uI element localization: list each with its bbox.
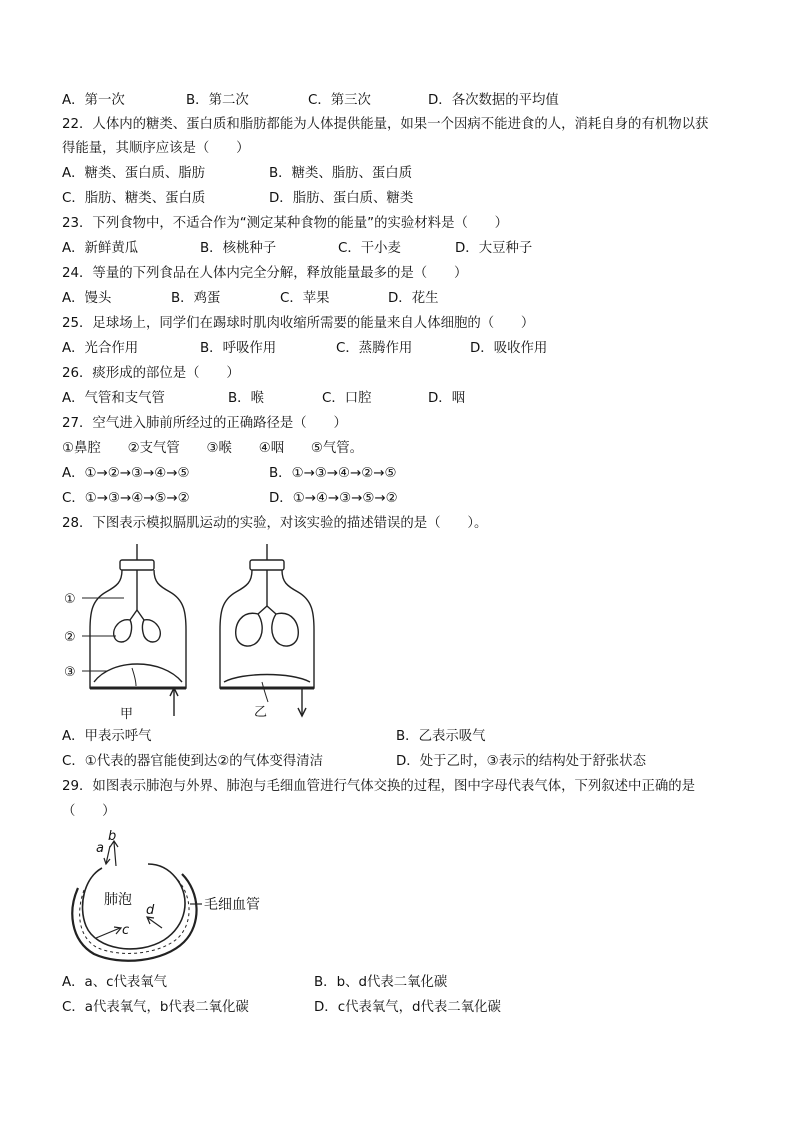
q28-label-yi: 乙 [254, 705, 268, 720]
q28-option-c: C．①代表的器官能使到达②的气体变得清洁 [62, 754, 323, 769]
q28-option-d: D．处于乙时，③表示的结构处于舒张状态 [396, 754, 646, 769]
q29-option-b: B．b、d代表二氧化碳 [314, 975, 448, 990]
q22-stem-line1: 22．人体内的糖类、蛋白质和脂肪都能为人体提供能量，如果一个因病不能进食的人，消耗自身的有机物以获 [62, 117, 709, 132]
q27-option-b: B．①→③→④→②→⑤ [269, 466, 397, 481]
q25-option-c: C．蒸腾作用 [336, 341, 413, 356]
q28-option-a: A．甲表示呼气 [62, 729, 152, 744]
q29-option-c: C．a代表氧气，b代表二氧化碳 [62, 1000, 249, 1015]
q22-option-b: B．糖类、脂肪、蛋白质 [269, 166, 413, 181]
q25-option-d: D．吸收作用 [470, 341, 548, 356]
q23-option-a: A．新鲜黄瓜 [62, 241, 139, 256]
q24-option-c: C．苹果 [280, 291, 330, 306]
q22-option-a: A．糖类、蛋白质、脂肪 [62, 166, 206, 181]
q26-option-c: C．口腔 [322, 391, 372, 406]
q26-option-a: A．气管和支气管 [62, 391, 165, 406]
q24-stem: 24．等量的下列食品在人体内完全分解，释放能量最多的是（ ） [62, 266, 468, 281]
q26-option-d: D．咽 [428, 391, 466, 406]
q29-label-c: c [122, 923, 130, 938]
q23-option-c: C．干小麦 [338, 241, 401, 256]
q24-option-a: A．馒头 [62, 291, 112, 306]
q26-option-b: B．喉 [228, 391, 264, 406]
bell-jar-jia [90, 544, 186, 716]
q29-stem-line1: 29．如图表示肺泡与外界、肺泡与毛细血管进行气体交换的过程，图中字母代表气体，下列叙述中正确的是 [62, 779, 696, 794]
q21-option-c: C．第三次 [308, 93, 371, 108]
q29-label-capillary: 毛细血管 [204, 897, 260, 913]
q29-label-b: b [108, 829, 117, 844]
q27-items: ①鼻腔 ②支气管 ③喉 ④咽 ⑤气管。 [62, 441, 364, 456]
q28-label-jia: 甲 [120, 707, 134, 722]
q26-stem: 26．痰形成的部位是（ ） [62, 366, 240, 381]
q28-label-one: ① [64, 592, 76, 607]
q25-option-a: A．光合作用 [62, 341, 139, 356]
q22-option-c: C．脂肪、糖类、蛋白质 [62, 191, 206, 206]
q29-option-d: D．c代表氧气，d代表二氧化碳 [314, 1000, 501, 1015]
q27-option-c: C．①→③→④→⑤→② [62, 491, 190, 506]
q25-option-b: B．呼吸作用 [200, 341, 277, 356]
q23-option-d: D．大豆种子 [455, 241, 533, 256]
q21-option-a: A．第一次 [62, 93, 125, 108]
q28-diaphragm-figure [62, 540, 332, 722]
q23-option-b: B．核桃种子 [200, 241, 277, 256]
q29-alveolus-figure [68, 828, 280, 962]
q28-option-b: B．乙表示吸气 [396, 729, 486, 744]
q27-option-a: A．①→②→③→④→⑤ [62, 466, 190, 481]
q29-label-a: a [96, 841, 104, 856]
q29-label-d: d [146, 903, 155, 918]
q29-label-alveolus: 肺泡 [104, 892, 132, 908]
q29-option-a: A．a、c代表氧气 [62, 975, 168, 990]
q24-option-d: D．花生 [388, 291, 439, 306]
q25-stem: 25．足球场上，同学们在踢球时肌肉收缩所需要的能量来自人体细胞的（ ） [62, 316, 535, 331]
capillary-inner [80, 878, 189, 953]
q27-stem: 27．空气进入肺前所经过的正确路径是（ ） [62, 416, 347, 431]
alveolus-wall [83, 864, 186, 949]
q28-stem: 28．下图表示模拟膈肌运动的实验，对该实验的描述错误的是（ ）。 [62, 516, 488, 531]
q22-stem-line2: 得能量，其顺序应该是（ ） [62, 141, 250, 156]
capillary-outer [72, 874, 196, 961]
q28-label-two: ② [64, 630, 76, 645]
q23-stem: 23．下列食物中，不适合作为“测定某种食物的能量”的实验材料是（ ） [62, 216, 509, 231]
q28-label-three: ③ [64, 665, 76, 680]
q24-option-b: B．鸡蛋 [171, 291, 221, 306]
q29-stem-line2: （ ） [62, 804, 116, 819]
q27-option-d: D．①→④→③→⑤→② [269, 491, 398, 506]
q21-option-d: D．各次数据的平均值 [428, 93, 559, 108]
bell-jar-yi [220, 544, 314, 716]
q21-option-b: B．第二次 [186, 93, 249, 108]
q22-option-d: D．脂肪、蛋白质、糖类 [269, 191, 414, 206]
